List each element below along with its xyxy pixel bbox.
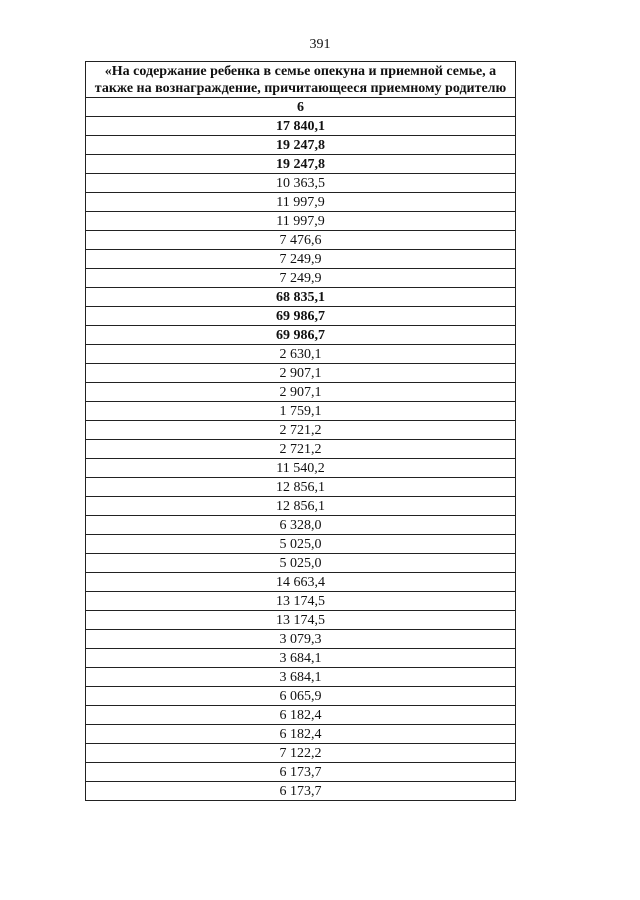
table-cell-value: 6 182,4 xyxy=(86,725,516,744)
table-row xyxy=(86,573,516,592)
table-cell-value: 19 247,8 xyxy=(86,136,516,155)
table-cell-value: 11 540,2 xyxy=(86,459,516,478)
table-cell-value: 10 363,5 xyxy=(86,174,516,193)
table-cell-value: 12 856,1 xyxy=(86,497,516,516)
table-row xyxy=(86,364,516,383)
table-row xyxy=(86,459,516,478)
table-cell-value: 2 721,2 xyxy=(86,440,516,459)
table-row xyxy=(86,687,516,706)
table-row xyxy=(86,516,516,535)
table-cell-value: 7 122,2 xyxy=(86,744,516,763)
table-cell-value: 1 759,1 xyxy=(86,402,516,421)
table-cell-value: 19 247,8 xyxy=(86,155,516,174)
table-cell-value: 6 065,9 xyxy=(86,687,516,706)
table-row xyxy=(86,421,516,440)
table-row xyxy=(86,307,516,326)
table-cell-value: 2 907,1 xyxy=(86,383,516,402)
table-row xyxy=(86,592,516,611)
column-number: 6 xyxy=(86,98,516,117)
table-cell-value: 7 249,9 xyxy=(86,250,516,269)
table-row xyxy=(86,288,516,307)
table-cell-value: 6 182,4 xyxy=(86,706,516,725)
table-row xyxy=(86,155,516,174)
table-row xyxy=(86,668,516,687)
table-row xyxy=(86,174,516,193)
table-cell-value: 69 986,7 xyxy=(86,326,516,345)
table-header-row xyxy=(86,62,516,98)
table-row xyxy=(86,231,516,250)
page-number: 391 xyxy=(309,37,331,52)
table-row xyxy=(86,782,516,801)
table-row xyxy=(86,117,516,136)
table-row xyxy=(86,269,516,288)
table-cell-value: 2 721,2 xyxy=(86,421,516,440)
table-cell-value: 17 840,1 xyxy=(86,117,516,136)
table-cell-value: 14 663,4 xyxy=(86,573,516,592)
table-cell-value: 5 025,0 xyxy=(86,535,516,554)
table-cell-value: 2 907,1 xyxy=(86,364,516,383)
table-cell-value: 13 174,5 xyxy=(86,592,516,611)
table-row xyxy=(86,345,516,364)
table-row xyxy=(86,478,516,497)
table-cell-value: 69 986,7 xyxy=(86,307,516,326)
table-row xyxy=(86,402,516,421)
table-cell-value: 3 079,3 xyxy=(86,630,516,649)
table-cell-value: 13 174,5 xyxy=(86,611,516,630)
table-body xyxy=(86,62,516,801)
table-cell-value: 2 630,1 xyxy=(86,345,516,364)
table-row xyxy=(86,649,516,668)
table-cell-value: 12 856,1 xyxy=(86,478,516,497)
table-row xyxy=(86,554,516,573)
table-cell-value: 6 328,0 xyxy=(86,516,516,535)
table-row xyxy=(86,497,516,516)
table-cell-value: 6 173,7 xyxy=(86,763,516,782)
table-row xyxy=(86,440,516,459)
table-row xyxy=(86,611,516,630)
table-row xyxy=(86,383,516,402)
table-cell-value: 6 173,7 xyxy=(86,782,516,801)
table-row xyxy=(86,706,516,725)
table-cell-value: 11 997,9 xyxy=(86,212,516,231)
column-number-row xyxy=(86,98,516,117)
table-cell-value: 3 684,1 xyxy=(86,649,516,668)
table-cell-value: 7 476,6 xyxy=(86,231,516,250)
table-cell-value: 5 025,0 xyxy=(86,554,516,573)
table-row xyxy=(86,763,516,782)
budget-table xyxy=(85,61,516,801)
table-row xyxy=(86,326,516,345)
table-row xyxy=(86,212,516,231)
table-cell-value: 11 997,9 xyxy=(86,193,516,212)
table-cell-value: 7 249,9 xyxy=(86,269,516,288)
column-header: «На содержание ребенка в семье опекуна и приемной семье, а также на вознаграждение, причитающееся приемному родителю xyxy=(86,62,516,98)
table-cell-value: 3 684,1 xyxy=(86,668,516,687)
table-row xyxy=(86,630,516,649)
table-row xyxy=(86,535,516,554)
table-row xyxy=(86,136,516,155)
table-cell-value: 68 835,1 xyxy=(86,288,516,307)
table-row xyxy=(86,744,516,763)
table-row xyxy=(86,193,516,212)
table-row xyxy=(86,725,516,744)
table-row xyxy=(86,250,516,269)
